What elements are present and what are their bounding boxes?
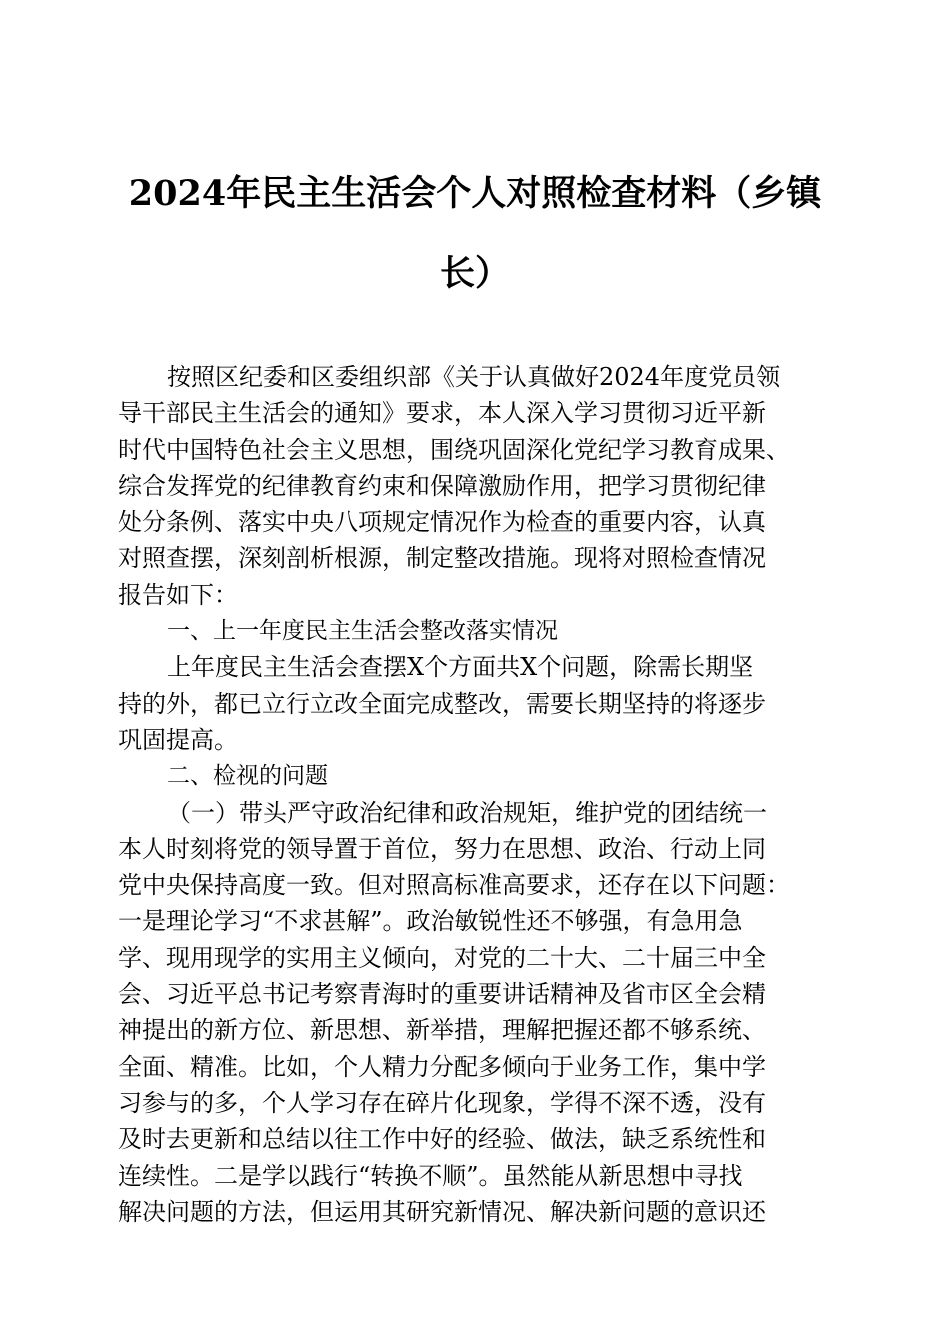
paragraph-intro-line: 处分条例、落实中央八项规定情况作为检查的重要内容，认真 [118,508,766,537]
document-title [100,154,850,314]
paragraph-intro-line: 对照查摆，深刻剖析根源，制定整改措施。现将对照检查情况 [118,544,766,573]
paragraph-rectification-line: 持的外，都已立行立改全面完成整改，需要长期坚持的将逐步 [118,689,766,718]
paragraph-intro-line: 时代中国特色社会主义思想，围绕巩固深化党纪学习教育成果、 [118,435,790,464]
subsection-heading-1: （一）带头严守政治纪律和政治规矩，维护党的团结统一 [167,798,767,827]
paragraph-problems-line: 会、习近平总书记考察青海时的重要讲话精神及省市区全会精 [118,980,766,1009]
paragraph-problems-line: 本人时刻将党的领导置于首位，努力在思想、政治、行动上同 [118,834,766,863]
paragraph-problems-line: 一是理论学习“不求甚解”。政治敏锐性还不够强，有急用急 [118,907,743,936]
paragraph-rectification-line: 巩固提高。 [118,725,238,754]
paragraph-problems-line: 解决问题的方法，但运用其研究新情况、解决新问题的意识还 [118,1197,766,1226]
paragraph-problems-line: 及时去更新和总结以往工作中好的经验、做法，缺乏系统性和 [118,1125,766,1154]
document-body [118,359,832,1230]
paragraph-problems-line: 习参与的多，个人学习存在碎片化现象，学得不深不透，没有 [118,1088,766,1117]
paragraph-problems-line: 神提出的新方位、新思想、新举措，理解把握还都不够系统、 [118,1016,766,1045]
section-heading-2: 二、检视的问题 [167,763,328,790]
paragraph-intro-line: 导干部民主生活会的通知》要求，本人深入学习贯彻习近平新 [118,399,766,428]
paragraph-intro-line: 按照区纪委和区委组织部《关于认真做好2024年度党员领 [167,363,781,391]
paragraph-intro-line: 报告如下： [118,580,238,609]
paragraph-problems-line: 连续性。二是学以践行“转换不顺”。虽然能从新思想中寻找 [118,1161,743,1190]
paragraph-intro-line: 综合发挥党的纪律教育约束和保障激励作用，把学习贯彻纪律 [118,471,766,500]
paragraph-problems-line: 党中央保持高度一致。但对照高标准高要求，还存在以下问题： [118,871,790,900]
title-line-1: 2024年民主生活会个人对照检查材料（乡镇 [128,173,822,214]
paragraph-problems-line: 全面、精准。比如，个人精力分配多倾向于业务工作，集中学 [118,1052,766,1081]
paragraph-rectification-line: 上年度民主生活会查摆X个方面共X个问题，除需长期坚 [167,653,754,682]
paragraph-problems-line: 学、现用现学的实用主义倾向，对党的二十大、二十届三中全 [118,943,766,972]
title-line-2: 长） [439,253,510,294]
section-heading-1: 一、上一年度民主生活会整改落实情况 [167,618,558,645]
